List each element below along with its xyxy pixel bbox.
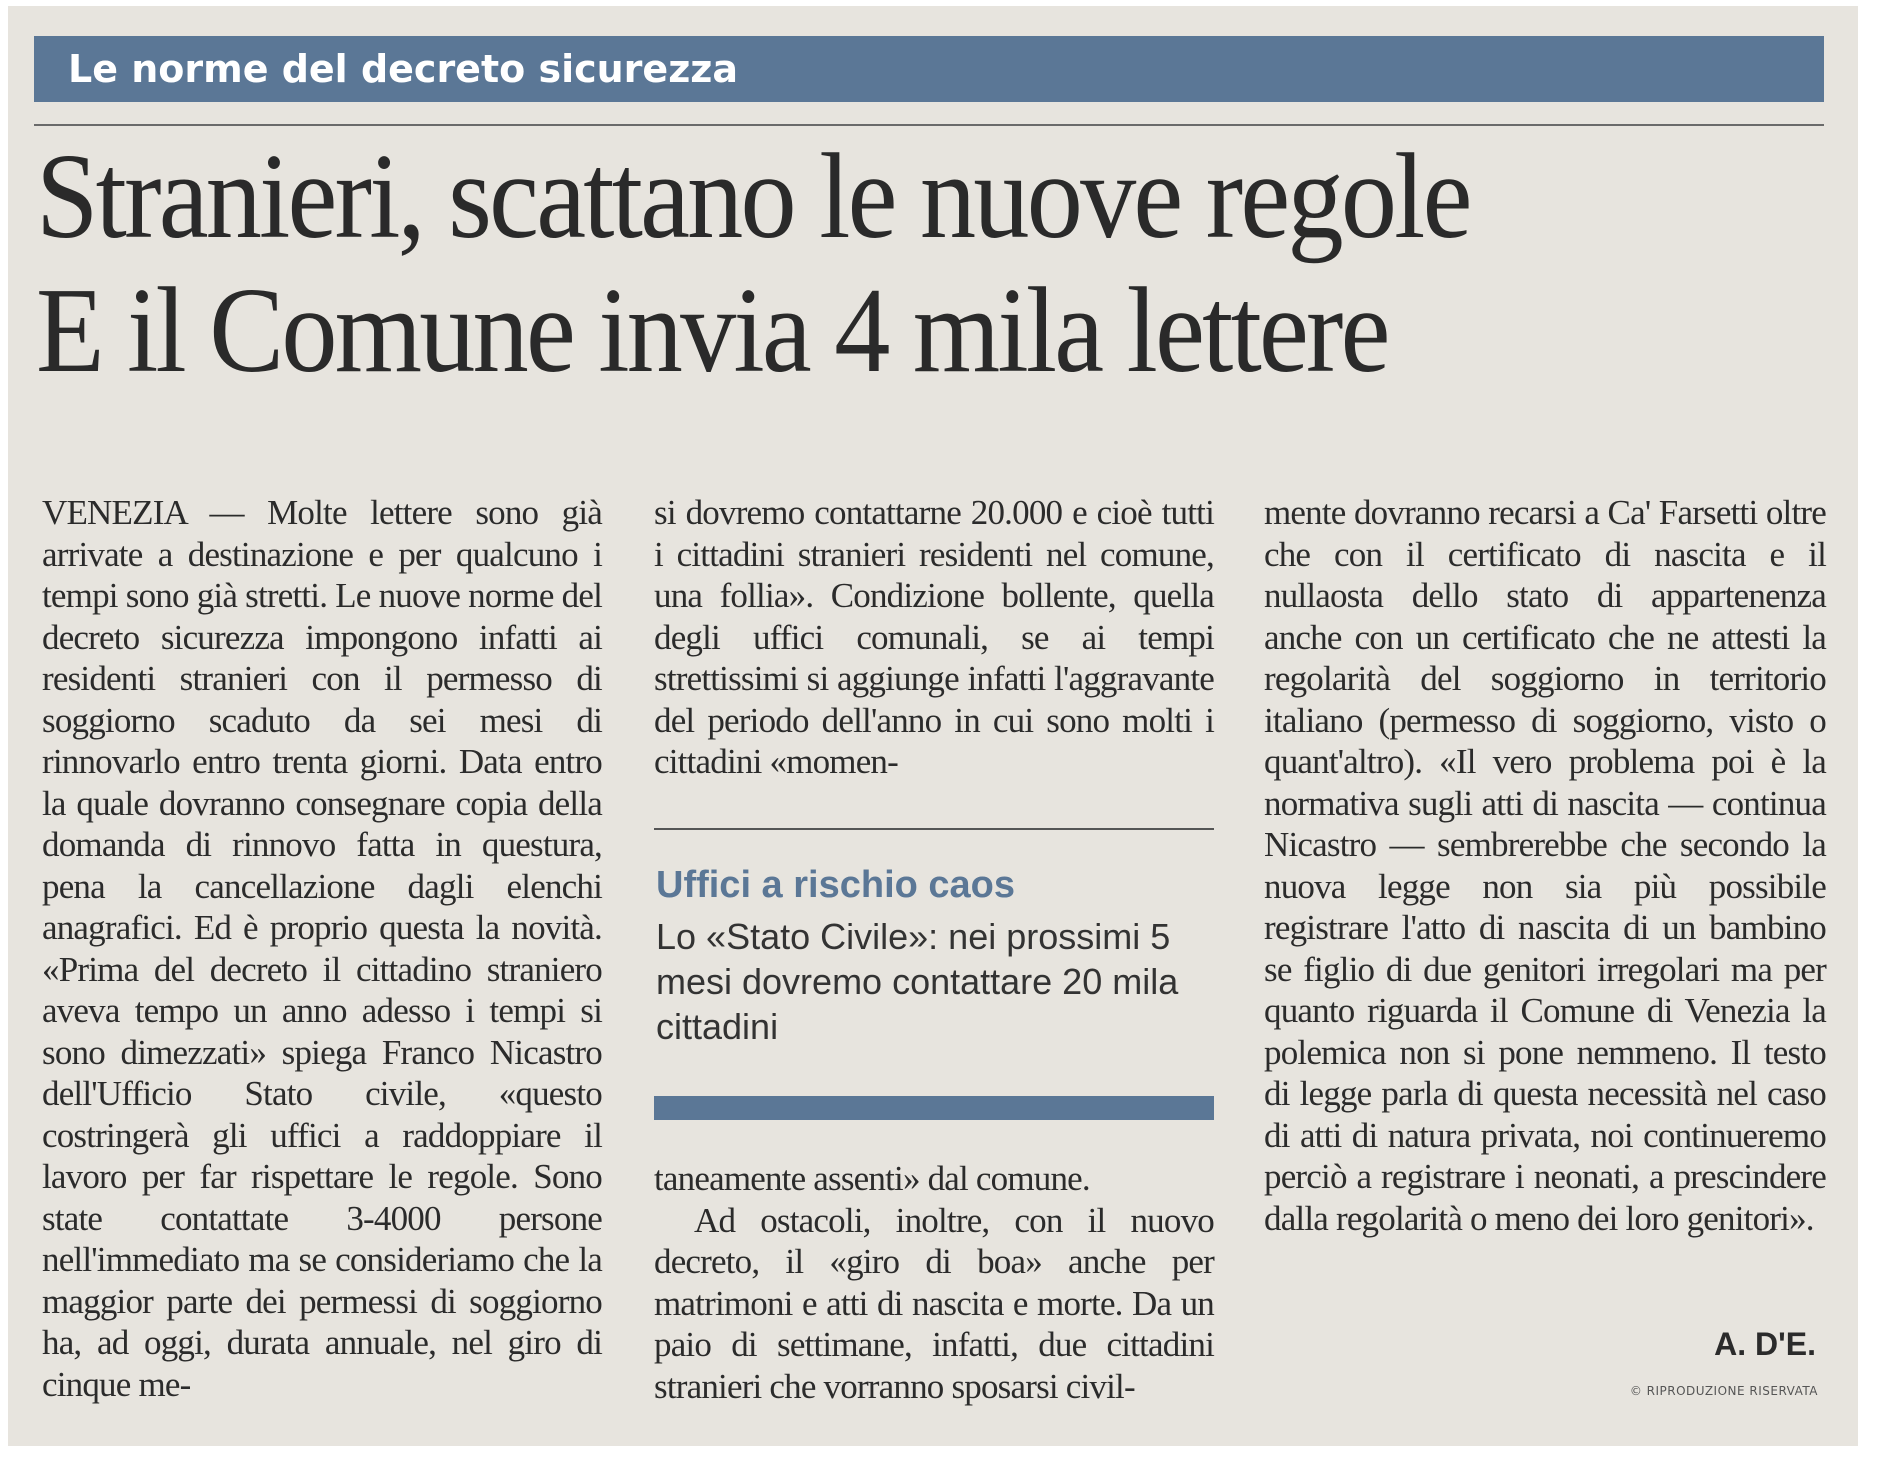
headline-line-1: Stranieri, scattano le nuove regole [36, 129, 1470, 264]
kicker: Le norme del decreto sicurezza [68, 47, 739, 91]
body-paragraph: Ad ostacoli, inoltre, con il nuovo decreto, il «giro di boa» anche per matrimoni e atti di nascita e morte. Da un paio di settimane, infatti, due cittadini stranieri che vorranno sposarsi civil- [654, 1200, 1214, 1406]
copyright-notice: © RIPRODUZIONE RISERVATA [1629, 1384, 1818, 1398]
divider [34, 124, 1824, 126]
body-paragraph: si dovremo contattarne 20.000 e cioè tutti i cittadini stranieri residenti nel comune, una follia». Condizione bollente, quella degli uffici comunali, se ai tempi strettissimi si aggiunge infatti l'aggravante del periodo dell'anno in cui sono molti i cittadini «momen- [654, 493, 1214, 781]
box-divider [654, 828, 1214, 830]
box-bar [654, 1096, 1214, 1120]
body-paragraph: VENEZIA — Molte lettere sono già arrivate a destinazione e per qualcuno i tempi sono già stretti. Le nuove norme del decreto sicurezza impongono infatti ai residenti stranieri con il permesso di soggiorno scaduto da sei mesi di rinnovarlo entro trenta giorni. Data entro la quale dovranno consegnare copia della domanda di rinnovo fatta in questura, pena la cancellazione dagli elenchi anagrafici. Ed è proprio questa la novità. «Prima del decreto il cittadino straniero aveva tempo un anno adesso i tempi si sono dimezzati» spiega Franco Nicastro dell'Ufficio Stato civile, «questo costringerà gli uffici a raddoppiare il lavoro per far rispettare le regole. Sono state contattate 3-4000 persone nell'immediato ma se consideriamo che la maggior parte dei permessi di soggiorno ha, ad oggi, durata annuale, nel giro di cinque me- [42, 493, 602, 1404]
newspaper-clipping [8, 6, 1858, 1446]
body-paragraph: taneamente assenti» dal comune. [654, 1159, 1090, 1198]
byline: A. D'E. [1714, 1326, 1816, 1362]
body-column-1 [42, 492, 602, 1405]
box-title: Uffici a rischio caos [656, 864, 1016, 906]
headline-line-2: E il Comune invia 4 mila lettere [36, 263, 1388, 398]
body-column-2-top [654, 492, 1214, 783]
body-column-2-bottom [654, 1158, 1214, 1407]
article [34, 36, 1824, 1426]
body-column-3 [1264, 492, 1826, 1239]
body-paragraph: mente dovranno recarsi a Ca' Farsetti oltre che con il certificato di nascita e il nullaosta dello stato di appartenenza anche con un certificato che ne attesti la regolarità del soggiorno in territorio italiano (permesso di soggiorno, visto o quant'altro). «Il vero problema poi è la normativa sugli atti di nascita — continua Nicastro — sembrerebbe che secondo la nuova legge non sia più possibile registrare l'atto di nascita di un bambino se figlio di due genitori irregolari ma per quanto riguarda il Comune di Venezia la polemica non si pone nemmeno. Il testo di legge parla di questa necessità nel caso di atti di natura privata, noi continueremo perciò a registrare i neonati, a prescindere dalla regolarità o meno dei loro genitori». [1264, 493, 1826, 1238]
kicker-bar [34, 36, 1824, 102]
headline [36, 130, 1679, 398]
box-text: Lo «Stato Civile»: nei prossimi 5 mesi dovremo contattare 20 mila cittadini [656, 916, 1179, 1047]
